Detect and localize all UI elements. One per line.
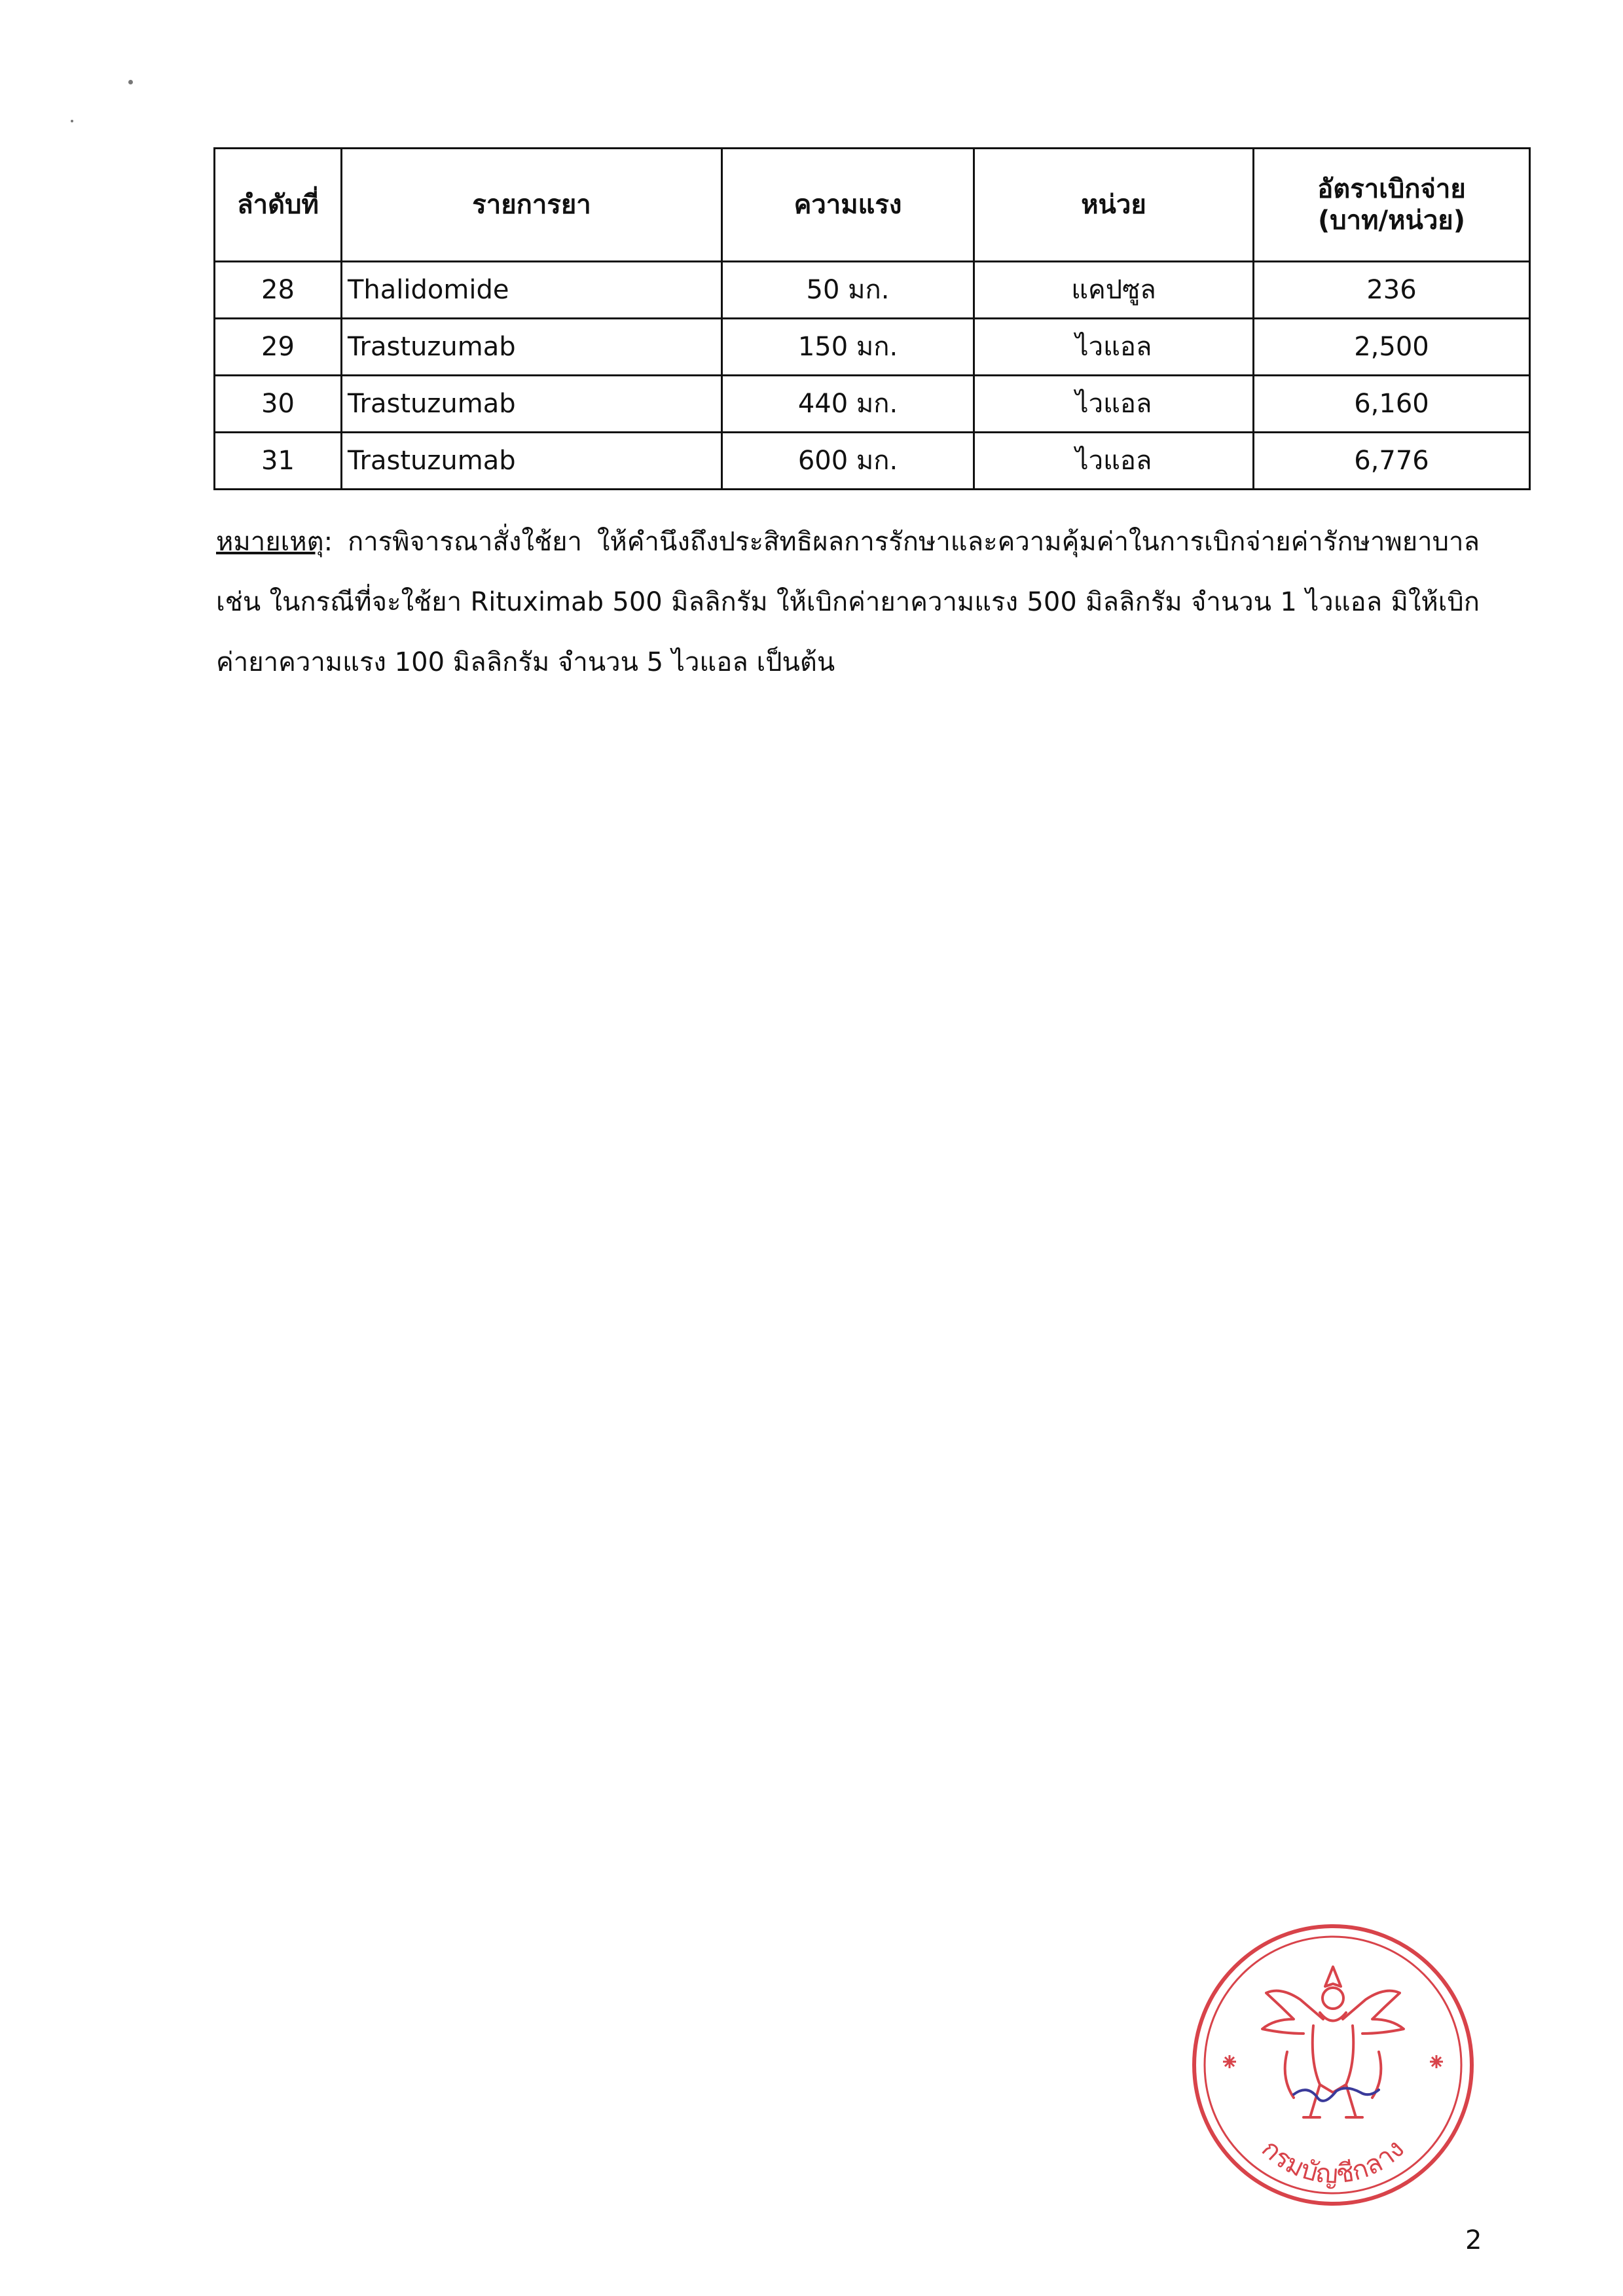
table-row (215, 262, 1530, 319)
table-row (215, 376, 1530, 433)
cell-rate: 236 (1254, 262, 1530, 319)
scan-speck (128, 80, 133, 84)
header-no: ลำดับที่ (215, 149, 342, 262)
scan-speck (71, 120, 73, 122)
cell-unit: แคปซูล (974, 262, 1254, 319)
footnote (216, 512, 1480, 692)
cell-no: 31 (215, 433, 342, 490)
signature-mark (1294, 2088, 1379, 2100)
cell-no: 30 (215, 376, 342, 433)
header-rate-line2: (บาท/หน่วย) (1318, 206, 1465, 236)
page-number: 2 (1465, 2225, 1482, 2255)
table-row (215, 433, 1530, 490)
cell-strength: 440 มก. (722, 376, 974, 433)
cell-strength: 50 มก. (722, 262, 974, 319)
cell-rate: 2,500 (1254, 319, 1530, 376)
header-strength: ความแรง (722, 149, 974, 262)
cell-rate: 6,776 (1254, 433, 1530, 490)
cell-unit: ไวแอล (974, 376, 1254, 433)
cell-strength: 600 มก. (722, 433, 974, 490)
official-seal-stamp (1189, 1921, 1477, 2209)
cell-unit: ไวแอล (974, 319, 1254, 376)
cell-drug-name: Trastuzumab (342, 319, 722, 376)
table-header-row (215, 149, 1530, 262)
cell-drug-name: Trastuzumab (342, 433, 722, 490)
header-unit: หน่วย (974, 149, 1254, 262)
star-ornament-icon (1223, 2055, 1443, 2068)
stamp-caption: กรมบัญชีกลาง (1255, 2134, 1411, 2190)
header-drug-name: รายการยา (342, 149, 722, 262)
table-row (215, 319, 1530, 376)
header-rate-line1: อัตราเบิกจ่าย (1317, 174, 1466, 204)
header-rate (1254, 149, 1530, 262)
cell-no: 29 (215, 319, 342, 376)
footnote-label: หมายเหตุ (216, 527, 324, 557)
drug-rate-table (213, 147, 1531, 490)
cell-unit: ไวแอล (974, 433, 1254, 490)
footnote-text: : การพิจารณาสั่งใช้ยา ให้คำนึงถึงประสิทธิผลการรักษาและความคุ้มค่าในการเบิกจ่ายค่ารักษาพยาบาล เช่น ในกรณีที่จะใช้ยา Rituximab 500 มิลลิกรัม ให้เบิกค่ายาความแรง 500 มิลลิกรัม จำนวน 1 ไวแอล มิให้เบิกค่ายาความแรง 100 มิลลิกรัม จำนวน 5 ไวแอล เป็นต้น (216, 527, 1480, 677)
cell-rate: 6,160 (1254, 376, 1530, 433)
cell-no: 28 (215, 262, 342, 319)
cell-drug-name: Thalidomide (342, 262, 722, 319)
cell-strength: 150 มก. (722, 319, 974, 376)
cell-drug-name: Trastuzumab (342, 376, 722, 433)
